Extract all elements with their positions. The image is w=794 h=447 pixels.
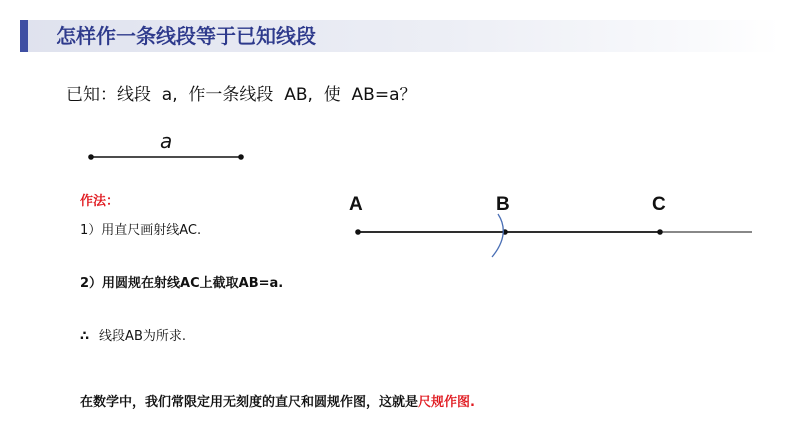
method-step-3-text: 线段AB为所求. <box>99 329 186 344</box>
summary-text <box>80 394 475 412</box>
title-accent-bar <box>20 20 28 52</box>
point-b <box>502 229 508 235</box>
point-a-label: A <box>349 194 363 215</box>
method-heading: 作法： <box>80 194 120 209</box>
method-step-2: 2）用圆规在射线AC上截取AB=a. <box>80 276 284 291</box>
method-step-1: 1）用直尺画射线AC. <box>80 223 202 238</box>
problem-statement: 已知：线段 a, 作一条线段 AB, 使 AB=a？ <box>66 85 417 105</box>
method-step-3 <box>80 328 186 346</box>
title-bar <box>20 20 780 52</box>
point-c <box>657 229 663 235</box>
therefore-symbol: ∴ <box>80 329 90 344</box>
summary-highlight: 尺规作图. <box>418 395 475 410</box>
point-b-label: B <box>496 194 510 215</box>
summary-body: 在数学中，我们常限定用无刻度的直尺和圆规作图，这就是 <box>80 395 419 410</box>
compass-arc <box>492 214 503 257</box>
point-c-label: C <box>652 194 666 215</box>
segment-a-label: a <box>160 129 173 153</box>
page-title: 怎样作一条线段等于已知线段 <box>56 24 316 48</box>
given-segment-a-end-point <box>238 154 244 160</box>
given-segment-a-start-point <box>88 154 94 160</box>
point-a <box>355 229 361 235</box>
